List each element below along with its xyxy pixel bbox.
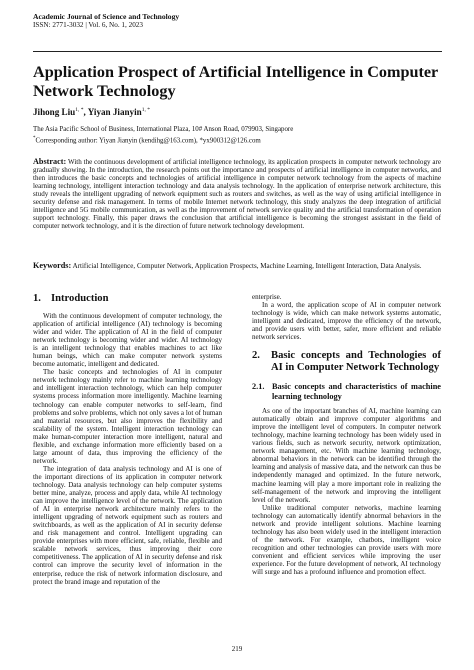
paragraph: The integration of data analysis technology and AI is one of the important directions of its application in computer network technology. Data analysis technology can help computer systems better mine, analyze, process and apply data, while AI technology can improve the intelligence level of the network. The application of AI in enterprise network architecture mainly refers to the intelligent upgrading of network equipment such as routers and switchboards, as well as the application of AI in security defense and risk management and control. Intelligent upgrading can provide enterprises with more efficient, safe, reliable, flexible and scalable network services, thus improving their core competitiveness. The application of AI in security defense and risk control can improve the security level of information in the enterprise, reduce the risk of network information disclosure, and protect the brand image and reputation of the xyxy=(33,464,222,586)
paragraph: The basic concepts and technologies of AI in computer network technology mainly refer to machine learning technology and intelligent interaction technology, which can help computer systems process information more intelligently. Machine learning technology can enable computer networks to self-learn, find problems and solve problems, which not only saves a lot of human and material resources, but also improves the flexibility and scalability of the system. Intelligent interaction technology can make human-computer interaction more intelligent, natural and flexible, and exchange information more efficiently based on a large amount of data, thus improving the efficiency of the network. xyxy=(33,368,222,465)
paragraph: In a word, the application scope of AI in computer network technology is wide, which can make network systems automatic, intelligent and dedicated, improve the efficiency of the network, and provide users with better, safer, more efficient and reliable network services. xyxy=(252,301,441,342)
keywords xyxy=(33,262,441,270)
section-heading xyxy=(33,293,222,305)
author-separator: , xyxy=(83,107,88,118)
journal-header xyxy=(33,12,453,30)
author-affiliation-mark: 1, * xyxy=(141,107,150,113)
abstract xyxy=(33,158,441,230)
right-column xyxy=(252,293,441,576)
journal-name: Academic Journal of Science and Technology xyxy=(33,12,180,21)
section-title: Introduction xyxy=(51,293,109,304)
author-line xyxy=(33,107,150,117)
author-name: Yiyan Jianyin xyxy=(87,107,142,118)
affiliation: The Asia Pacific School of Business, International Plaza, 10# Anson Road, 079903, Singapore xyxy=(33,126,294,133)
keywords-label: Keywords: xyxy=(33,261,72,270)
paragraph: enterprise. xyxy=(252,293,282,301)
section-heading xyxy=(252,350,441,374)
author-affiliation-mark: 1, * xyxy=(75,107,84,113)
paragraph: With the continuous development of computer technology, the application of artificial intelligence (AI) technology is becoming wider and wider. The application of AI in the field of computer network technology is becoming wider and wider. AI technology is an intelligent technology that enables machines to act like human beings, which can make computer network systems become automatic, intelligent and dedicated. xyxy=(33,312,222,369)
journal-issn: ISSN: 2771-3032 | Vol. 6, No. 1, 2023 xyxy=(33,21,143,29)
keywords-text: Artificial Intelligence, Computer Network, Application Prospects, Machine Learning, Intelligent Interaction, Data Analysis. xyxy=(72,262,422,270)
subsection-number: 2.1. xyxy=(252,382,265,392)
left-column xyxy=(33,293,222,586)
subsection-heading xyxy=(252,382,441,401)
corresponding-author xyxy=(33,136,261,144)
corresponding-mark: * xyxy=(33,136,36,141)
paragraph: Unlike traditional computer networks, machine learning technology can automatically identify abnormal behaviors in the network and provide intelligent solutions. Machine learning technology has also been widely used in the intelligent interaction of the network. For example, chatbots, intelligent voice recognition and other technologies can provide users with more convenient and efficient services while improving the user experience. For the future development of network, AI technology will surge and has a profound influence and promotion effect. xyxy=(252,503,441,577)
paragraph: As one of the important branches of AI, machine learning can automatically obtain and improve computer algorithms and improve the intelligent level of computers. In computer network technology, machine learning technology has been widely used in various fields, such as network security, network optimization, network management, etc. With machine learning technology, abnormal behaviors in the network can be identified through the learning and analysis of massive data, and the network can thus be independently managed and optimized. In the future network, machine learning will play a more important role in realizing the self-management of the network and improving the intelligent level of the network. xyxy=(252,407,441,504)
section-number: 2. xyxy=(252,350,260,362)
section-number: 1. xyxy=(33,293,41,304)
subsection-title: Basic concepts and characteristics of machine learning technology xyxy=(272,382,441,401)
abstract-label: Abstract: xyxy=(33,157,67,166)
abstract-text: With the continuous development of artificial intelligence technology, its application prospects in computer network technology are gradually showing. In the introduction, the research points out the importance and prospects of artificial intelligence in computer networks, and then introduces the basic concepts and technologies of artificial intelligence in computer network technology from the aspects of machine learning technology, intelligent interaction technology and data analysis technology. In the application of enterprise network architecture, this study reveals the intelligent upgrading of network equipment such as routers and switches, as well as the way of using artificial intelligence in security defense and risk management. In terms of mobile Internet network technology, this study analyzes the deep integration of artificial intelligence and 5G mobile communication, as well as the improvement of network service quality and the artificial transformation of operation support technology. Finally, this paper draws the conclusion that artificial intelligence is becoming the strongest assistant in the field of computer network technology, and it is the direction of future network technology development. xyxy=(33,158,441,231)
corresponding-text: Corresponding author: Yiyan Jianyin (kendihg@163.com), *yx900312@126.com xyxy=(35,137,261,145)
author-name: Jihong Liu xyxy=(33,107,76,118)
header-divider xyxy=(33,51,442,52)
paper-title: Application Prospect of Artificial Intelligence in Computer Network Technology xyxy=(33,63,438,100)
page-number: 219 xyxy=(231,645,243,653)
section-title: Basic concepts and Technologies of AI in Computer Network Technology xyxy=(271,350,441,374)
